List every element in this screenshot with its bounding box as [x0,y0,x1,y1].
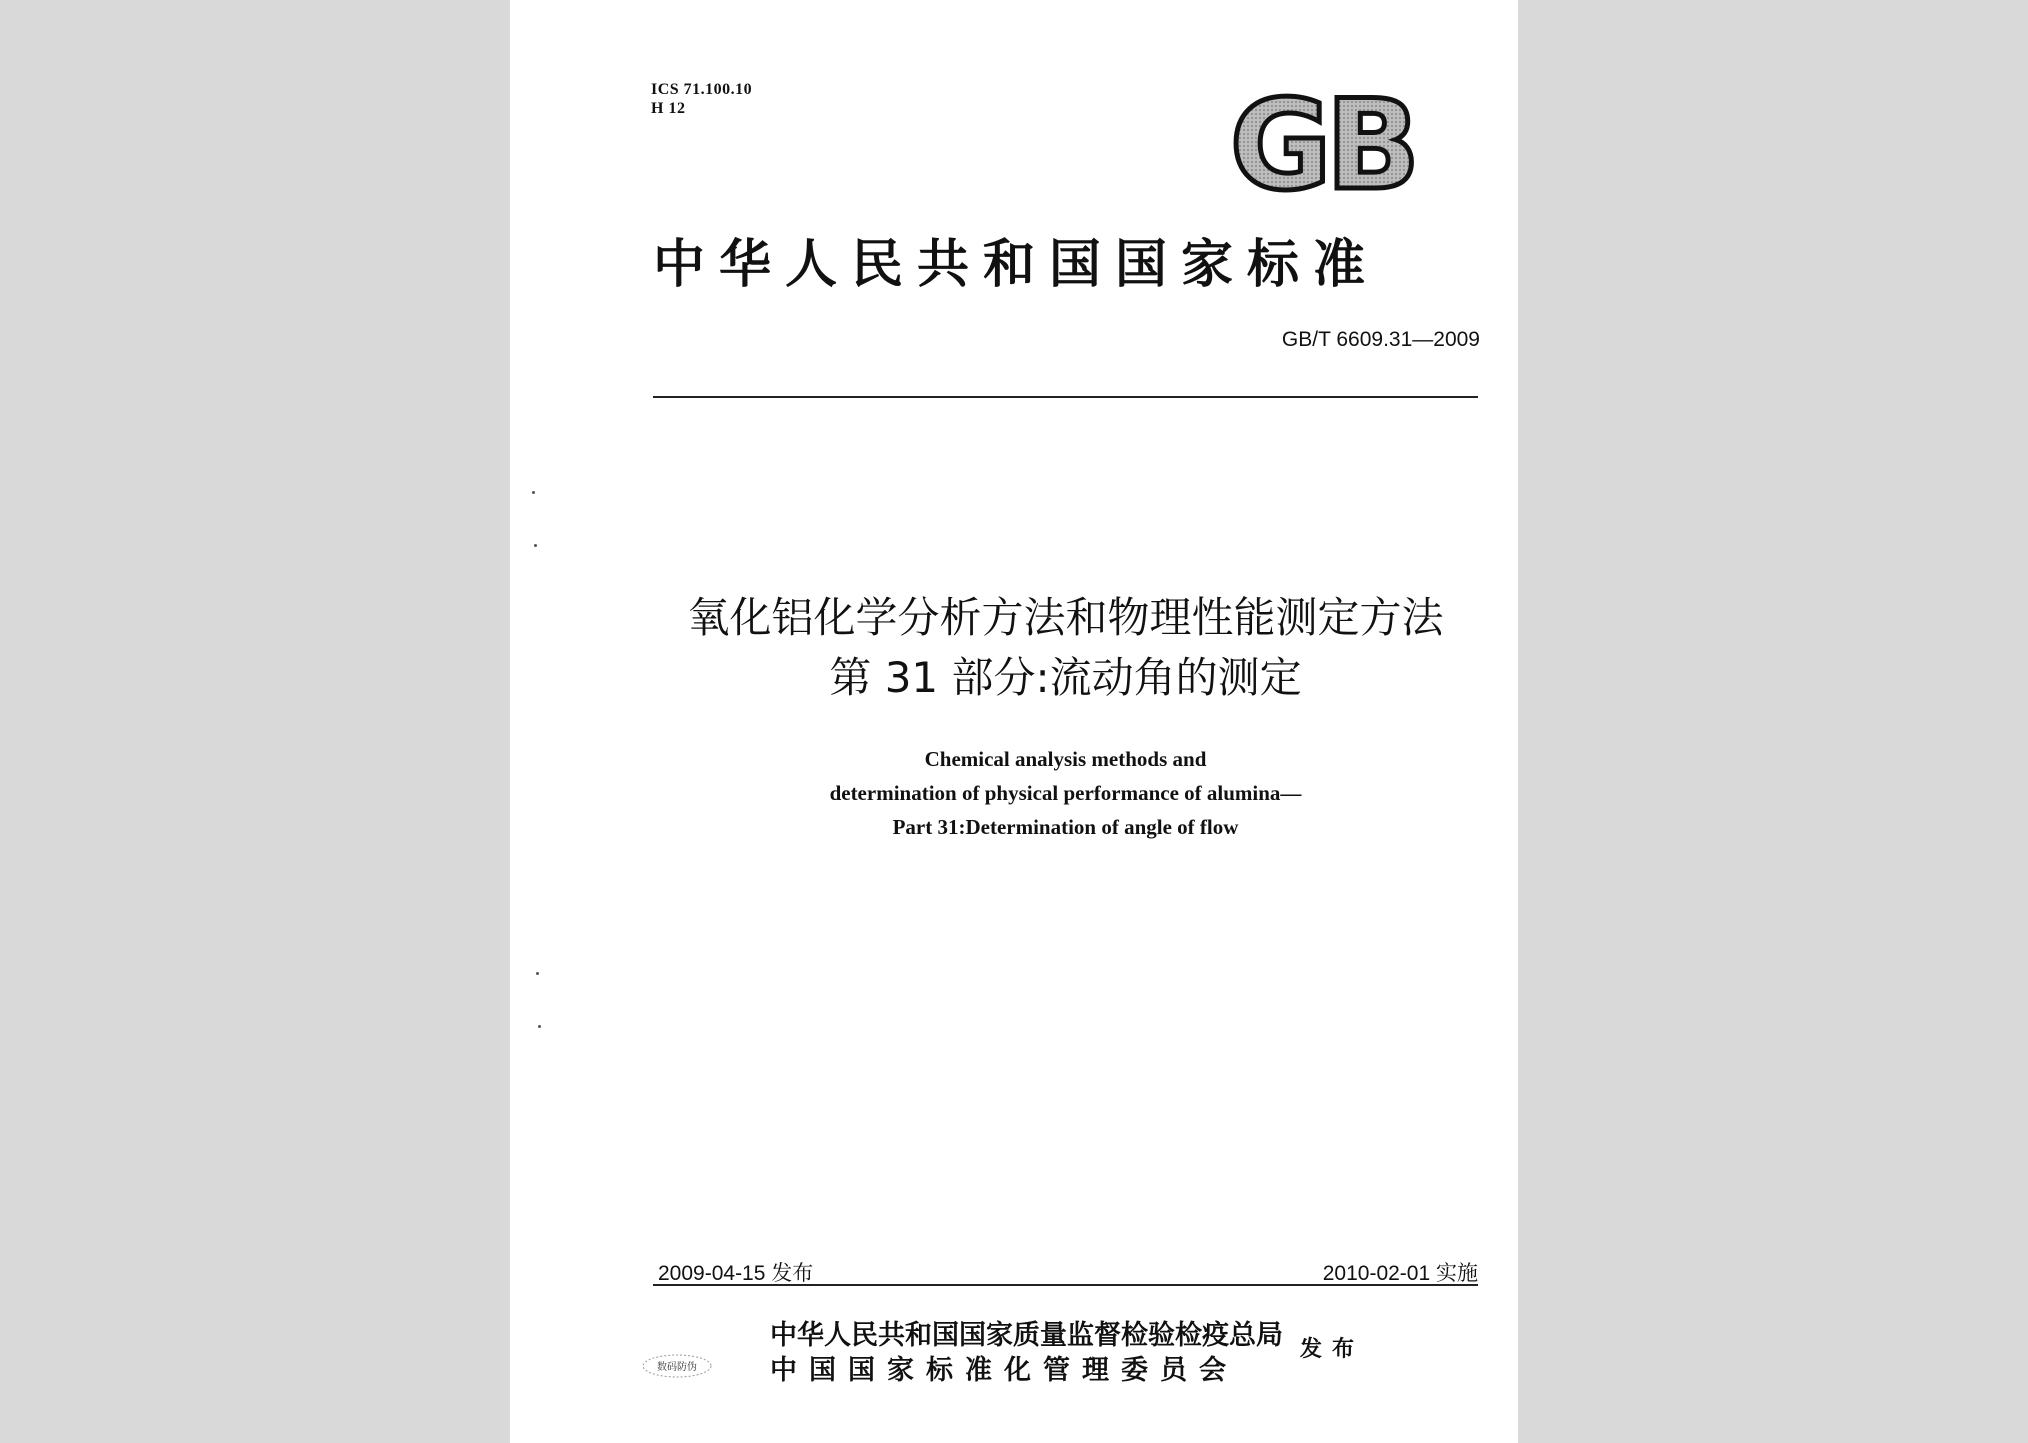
ccs-code: H 12 [651,100,686,117]
chinese-title [653,588,1478,708]
implementation-date: 2010-02-01 实施 [1322,1262,1478,1285]
margin-mark [532,491,535,494]
header-divider [653,396,1478,398]
english-title-line2: determination of physical performance of alumina— [829,781,1302,805]
gb-logo [1222,88,1422,200]
margin-mark [538,1025,541,1028]
english-title-line1: Chemical analysis methods and [924,747,1207,771]
margin-mark [536,972,539,975]
margin-mark [534,544,537,547]
document-page [510,0,1518,1443]
issue-date: 2009-04-15 发布 [658,1262,814,1285]
classification-codes [651,80,752,118]
footer-divider [653,1284,1478,1286]
english-title-line3: Part 31:Determination of angle of flow [892,815,1239,839]
national-standard-title: 中华人民共和国国家标准 [653,234,1380,295]
stamp-text: 数码防伪 [657,1362,697,1373]
issuer-sac: 中国国家标准化管理委员会 [770,1355,1238,1386]
chinese-title-line2: 第 31 部分:流动角的测定 [829,653,1302,702]
anti-counterfeit-stamp [640,1352,714,1380]
chinese-title-line1: 氧化铝化学分析方法和物理性能测定方法 [687,593,1444,642]
standard-number: GB/T 6609.31—2009 [1281,328,1480,351]
ics-code: ICS 71.100.10 [651,81,753,98]
gb-logo-text: GB [1229,88,1415,200]
issuer-aqsiq: 中华人民共和国国家质量监督检验检疫总局 [770,1320,1283,1351]
english-title [653,742,1478,844]
publish-label: 发布 [1300,1336,1365,1362]
